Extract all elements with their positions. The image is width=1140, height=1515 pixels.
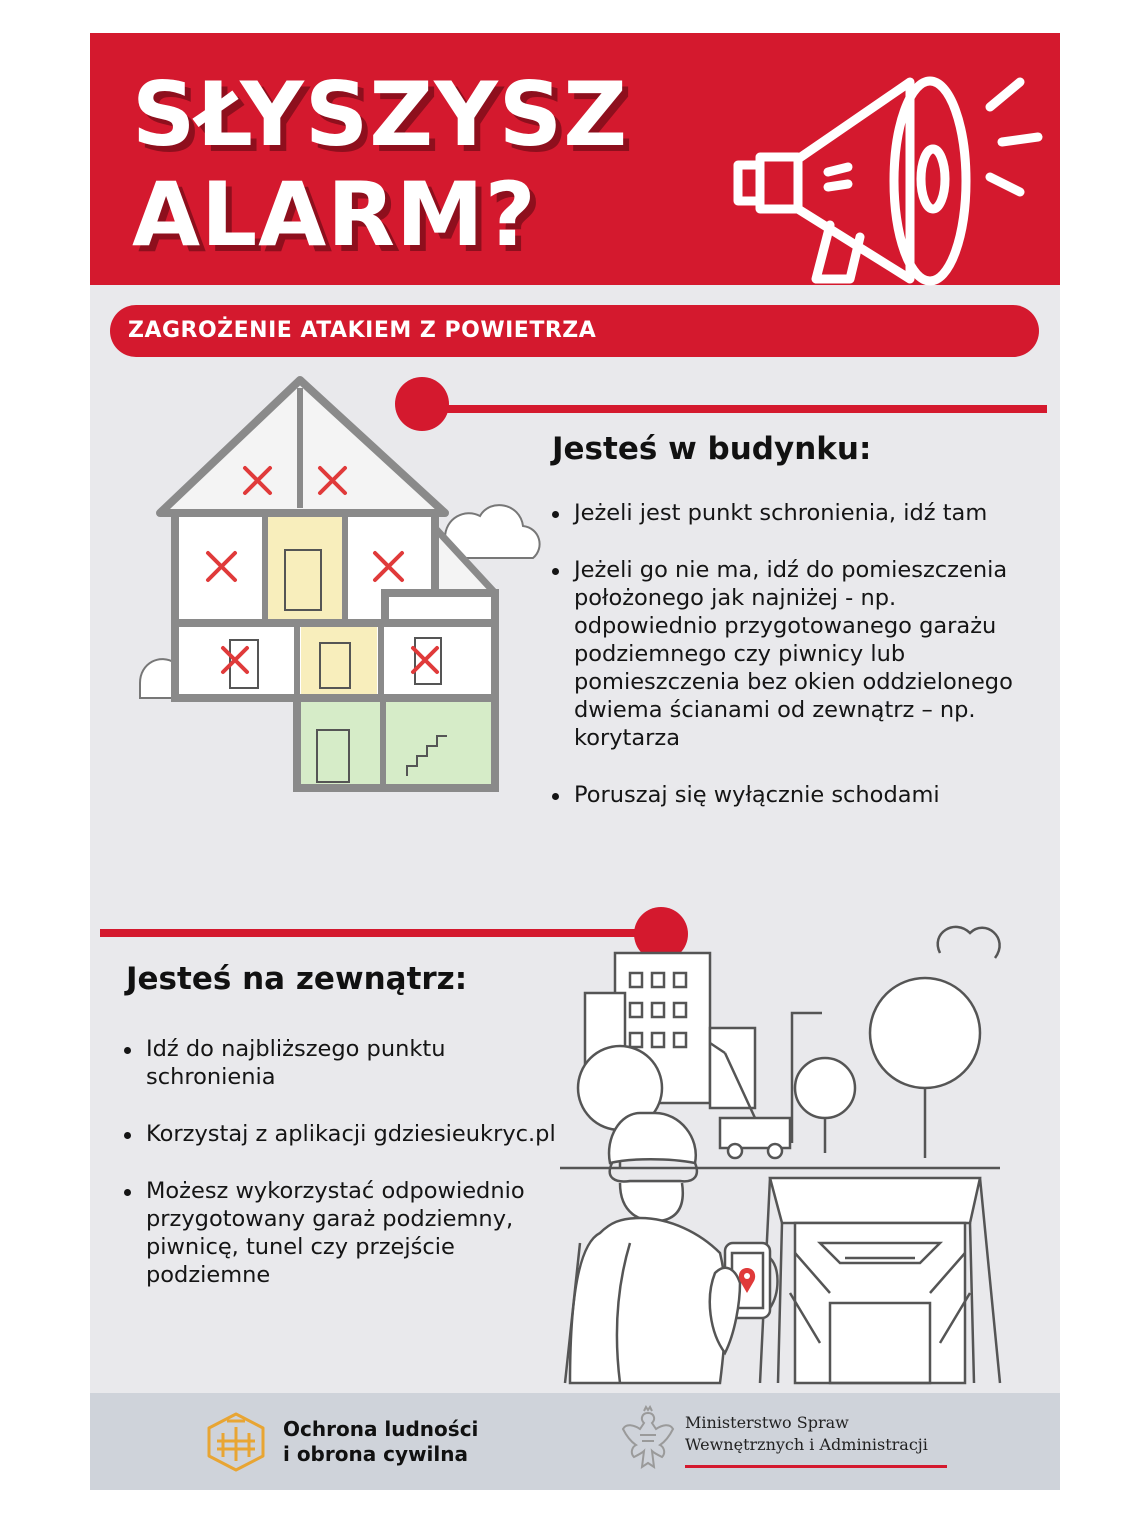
org2-line-1: Ministerstwo Spraw	[685, 1413, 849, 1432]
threat-label: ZAGROŻENIE ATAKIEM Z POWIETRZA	[128, 318, 597, 343]
polish-eagle-emblem	[620, 1407, 676, 1475]
megaphone-icon	[720, 47, 1050, 277]
civil-defence-name	[283, 1417, 478, 1467]
threat-banner	[110, 305, 1039, 357]
list-item: Korzystaj z aplikacji gdziesieukryc.pl	[122, 1120, 562, 1148]
list-item: Jeżeli jest punkt schronienia, idź tam	[550, 499, 1020, 527]
street-shelter-illustration	[560, 913, 1020, 1383]
list-item: Jeżeli go nie ma, idź do pomieszczenia położonego jak najniżej - np. odpowiednio przygotowanego garażu podziemnego czy piwnicy lub pomieszczenia bez okien oddzielonego dwiema ścianami od zewnątrz – np. korytarza	[550, 556, 1020, 752]
outside-instructions	[122, 1035, 562, 1318]
civil-defence-logo	[205, 1411, 267, 1473]
building-instructions	[550, 499, 1020, 838]
org2-line-2: Wewnętrznych i Administracji	[685, 1435, 928, 1454]
footer	[90, 1393, 1060, 1490]
title-line-1: SŁYSZYSZ	[132, 63, 628, 166]
header-banner	[90, 33, 1060, 285]
list-item: Możesz wykorzystać odpowiednio przygotowany garaż podziemny, piwnicę, tunel czy przejście podziemne	[122, 1177, 562, 1289]
house-cross-section-illustration	[145, 368, 565, 793]
building-heading: Jesteś w budynku:	[552, 431, 872, 467]
org1-line-2: i obrona cywilna	[283, 1442, 468, 1466]
poster	[90, 33, 1060, 1490]
outside-heading: Jesteś na zewnątrz:	[126, 961, 468, 997]
list-item: Poruszaj się wyłącznie schodami	[550, 781, 1020, 809]
ministry-red-rule	[685, 1465, 947, 1468]
list-item: Idź do najbliższego punktu schronienia	[122, 1035, 562, 1091]
org1-line-1: Ochrona ludności	[283, 1417, 479, 1441]
title-line-2: ALARM?	[132, 163, 537, 266]
ministry-name	[685, 1412, 928, 1456]
